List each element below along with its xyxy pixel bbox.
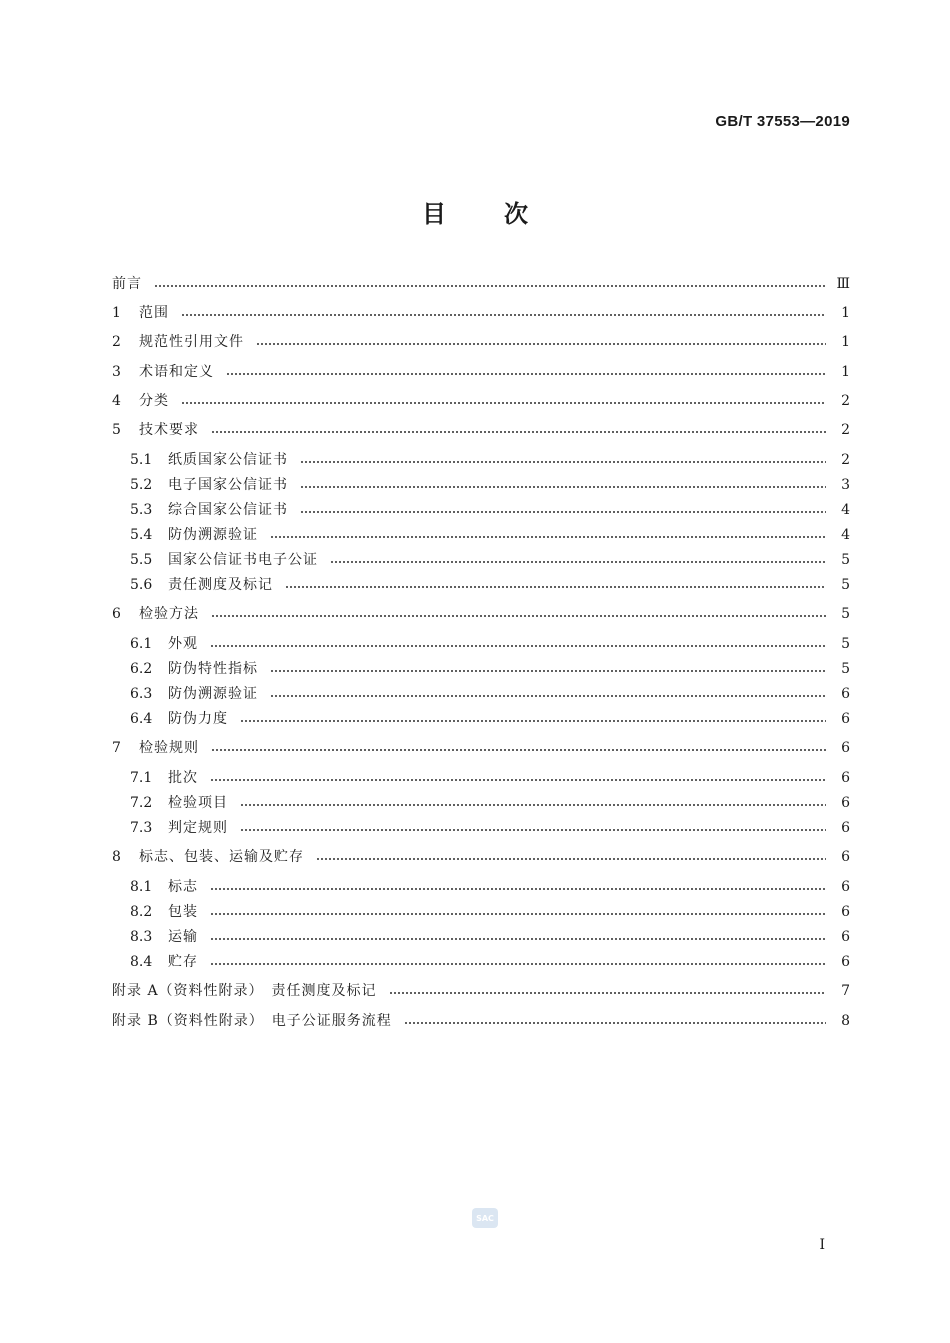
toc-entry-7[interactable] [112, 738, 850, 758]
toc-entry-8-4[interactable] [130, 952, 850, 972]
toc-label: 批次 [168, 770, 198, 786]
toc-page: 6 [841, 954, 850, 970]
toc-label: 防伪特性指标 [168, 661, 258, 677]
dot-leader [154, 285, 826, 287]
dot-leader [270, 670, 826, 672]
dot-leader [404, 1022, 826, 1024]
toc-label: 前言 [112, 276, 142, 292]
toc-page: 6 [841, 740, 850, 756]
toc-label: 分类 [139, 393, 169, 409]
toc-entry-8-2[interactable] [130, 902, 850, 922]
toc-page: 6 [841, 686, 850, 702]
toc-page: 1 [841, 305, 850, 321]
toc-number: 7.3 [130, 820, 153, 836]
toc-label: 标志、包装、运输及贮存 [139, 849, 304, 865]
toc-entry-6-3[interactable] [130, 684, 850, 704]
toc-entry-5-3[interactable] [130, 500, 850, 520]
dot-leader [300, 511, 826, 513]
toc-label: 判定规则 [168, 820, 228, 836]
toc-entry-7-1[interactable] [130, 768, 850, 788]
toc-entry-6-2[interactable] [130, 659, 850, 679]
toc-page: 4 [841, 527, 850, 543]
toc-page: Ⅲ [836, 276, 850, 292]
toc-entry-5-5[interactable] [130, 550, 850, 570]
dot-leader [210, 888, 826, 890]
toc-number: 6.1 [130, 636, 153, 652]
toc-entry-8-3[interactable] [130, 927, 850, 947]
dot-leader [210, 963, 826, 965]
toc-label: 电子国家公信证书 [168, 477, 288, 493]
toc-number: 3 [112, 364, 121, 380]
dot-leader [270, 536, 826, 538]
toc-entry-4[interactable] [112, 391, 850, 411]
toc-entry-5-2[interactable] [130, 475, 850, 495]
toc-number: 5.6 [130, 577, 153, 593]
dot-leader [211, 431, 826, 433]
toc-number: 8 [112, 849, 121, 865]
toc-page: 3 [841, 477, 850, 493]
toc-page: 5 [841, 552, 850, 568]
toc-entry-8[interactable] [112, 847, 850, 867]
toc-number: 8.1 [130, 879, 153, 895]
toc-page: 2 [841, 452, 850, 468]
toc-label: 检验规则 [139, 740, 199, 756]
dot-leader [181, 402, 826, 404]
toc-page: 6 [841, 820, 850, 836]
toc-page: 5 [841, 577, 850, 593]
toc-page: 6 [841, 929, 850, 945]
toc-number: 5 [112, 422, 121, 438]
toc-label: 防伪溯源验证 [168, 686, 258, 702]
toc-page: 6 [841, 849, 850, 865]
dot-leader [210, 645, 826, 647]
toc-number: 7.2 [130, 795, 153, 811]
dot-leader [211, 615, 826, 617]
dot-leader [300, 461, 826, 463]
toc-page: 5 [841, 636, 850, 652]
dot-leader [330, 561, 826, 563]
dot-leader [270, 695, 826, 697]
toc-entry-2[interactable] [112, 332, 850, 352]
toc-label: 外观 [168, 636, 198, 652]
toc-page: 2 [841, 422, 850, 438]
toc-entry-annex-a[interactable] [112, 981, 850, 1001]
toc-page: 2 [841, 393, 850, 409]
toc-label: 防伪溯源验证 [168, 527, 258, 543]
toc-number: 7 [112, 740, 121, 756]
toc-entry-6-4[interactable] [130, 709, 850, 729]
toc-page: 6 [841, 770, 850, 786]
toc-label: 标志 [168, 879, 198, 895]
toc-label: 贮存 [168, 954, 198, 970]
toc-number: 6.2 [130, 661, 153, 677]
toc-number: 6.3 [130, 686, 153, 702]
toc-label: 国家公信证书电子公证 [168, 552, 318, 568]
toc-label: 责任测度及标记 [168, 577, 273, 593]
toc-label: 运输 [168, 929, 198, 945]
toc-page: 7 [841, 983, 850, 999]
toc-label: 检验方法 [139, 606, 199, 622]
dot-leader [285, 586, 826, 588]
standard-code: GB/T 37553—2019 [715, 113, 850, 130]
toc-number: 2 [112, 334, 121, 350]
toc-label: 范围 [139, 305, 169, 321]
dot-leader [210, 913, 826, 915]
dot-leader [181, 314, 826, 316]
toc-page: 1 [841, 364, 850, 380]
toc-number: 4 [112, 393, 121, 409]
toc-label: 检验项目 [168, 795, 228, 811]
toc-page: 1 [841, 334, 850, 350]
page-title: 目次 [422, 200, 586, 228]
toc-number: 6.4 [130, 711, 153, 727]
dot-leader [240, 804, 826, 806]
dot-leader [210, 779, 826, 781]
dot-leader [211, 749, 826, 751]
toc-number: 6 [112, 606, 121, 622]
dot-leader [240, 829, 826, 831]
toc-page: 6 [841, 711, 850, 727]
toc-label: 规范性引用文件 [139, 334, 244, 350]
toc-entry-5-1[interactable] [130, 450, 850, 470]
dot-leader [256, 343, 826, 345]
toc-entry-7-3[interactable] [130, 818, 850, 838]
toc-number: 8.2 [130, 904, 153, 920]
toc-label: 综合国家公信证书 [168, 502, 288, 518]
toc-label: 附录 A（资料性附录） 责任测度及标记 [112, 983, 377, 999]
toc-number: 5.1 [130, 452, 153, 468]
dot-leader [226, 373, 826, 375]
toc-number: 1 [112, 305, 121, 321]
toc-entry-6[interactable] [112, 604, 850, 624]
dot-leader [316, 858, 826, 860]
toc-entry-8-1[interactable] [130, 877, 850, 897]
dot-leader [240, 720, 826, 722]
toc-page: 5 [841, 661, 850, 677]
page-number: Ⅰ [819, 1237, 825, 1253]
toc-label: 技术要求 [139, 422, 199, 438]
toc-number: 5.4 [130, 527, 153, 543]
toc-number: 5.2 [130, 477, 153, 493]
toc-number: 5.3 [130, 502, 153, 518]
toc-label: 术语和定义 [139, 364, 214, 380]
dot-leader [210, 938, 826, 940]
toc-entry-3[interactable] [112, 362, 850, 382]
dot-leader [300, 486, 826, 488]
toc-number: 8.4 [130, 954, 153, 970]
dot-leader [389, 992, 826, 994]
toc-entry-7-2[interactable] [130, 793, 850, 813]
toc-number: 8.3 [130, 929, 153, 945]
toc-label: 防伪力度 [168, 711, 228, 727]
toc-entry-annex-b[interactable] [112, 1011, 850, 1031]
toc-entry-5-4[interactable] [130, 525, 850, 545]
toc-entry-5[interactable] [112, 420, 850, 440]
toc-page: 4 [841, 502, 850, 518]
toc-number: 5.5 [130, 552, 153, 568]
toc-number: 7.1 [130, 770, 153, 786]
toc-label: 纸质国家公信证书 [168, 452, 288, 468]
toc-label: 附录 B（资料性附录） 电子公证服务流程 [112, 1013, 392, 1029]
toc-page: 5 [841, 606, 850, 622]
toc-page: 6 [841, 879, 850, 895]
toc-entry-1[interactable] [112, 303, 850, 323]
sac-watermark-logo: SAC [472, 1208, 498, 1228]
toc-label: 包装 [168, 904, 198, 920]
toc-entry-5-6[interactable] [130, 575, 850, 595]
toc-page: 6 [841, 904, 850, 920]
toc-entry-foreword[interactable] [112, 274, 850, 294]
toc-entry-6-1[interactable] [130, 634, 850, 654]
toc-page: 6 [841, 795, 850, 811]
toc-page: 8 [841, 1013, 850, 1029]
